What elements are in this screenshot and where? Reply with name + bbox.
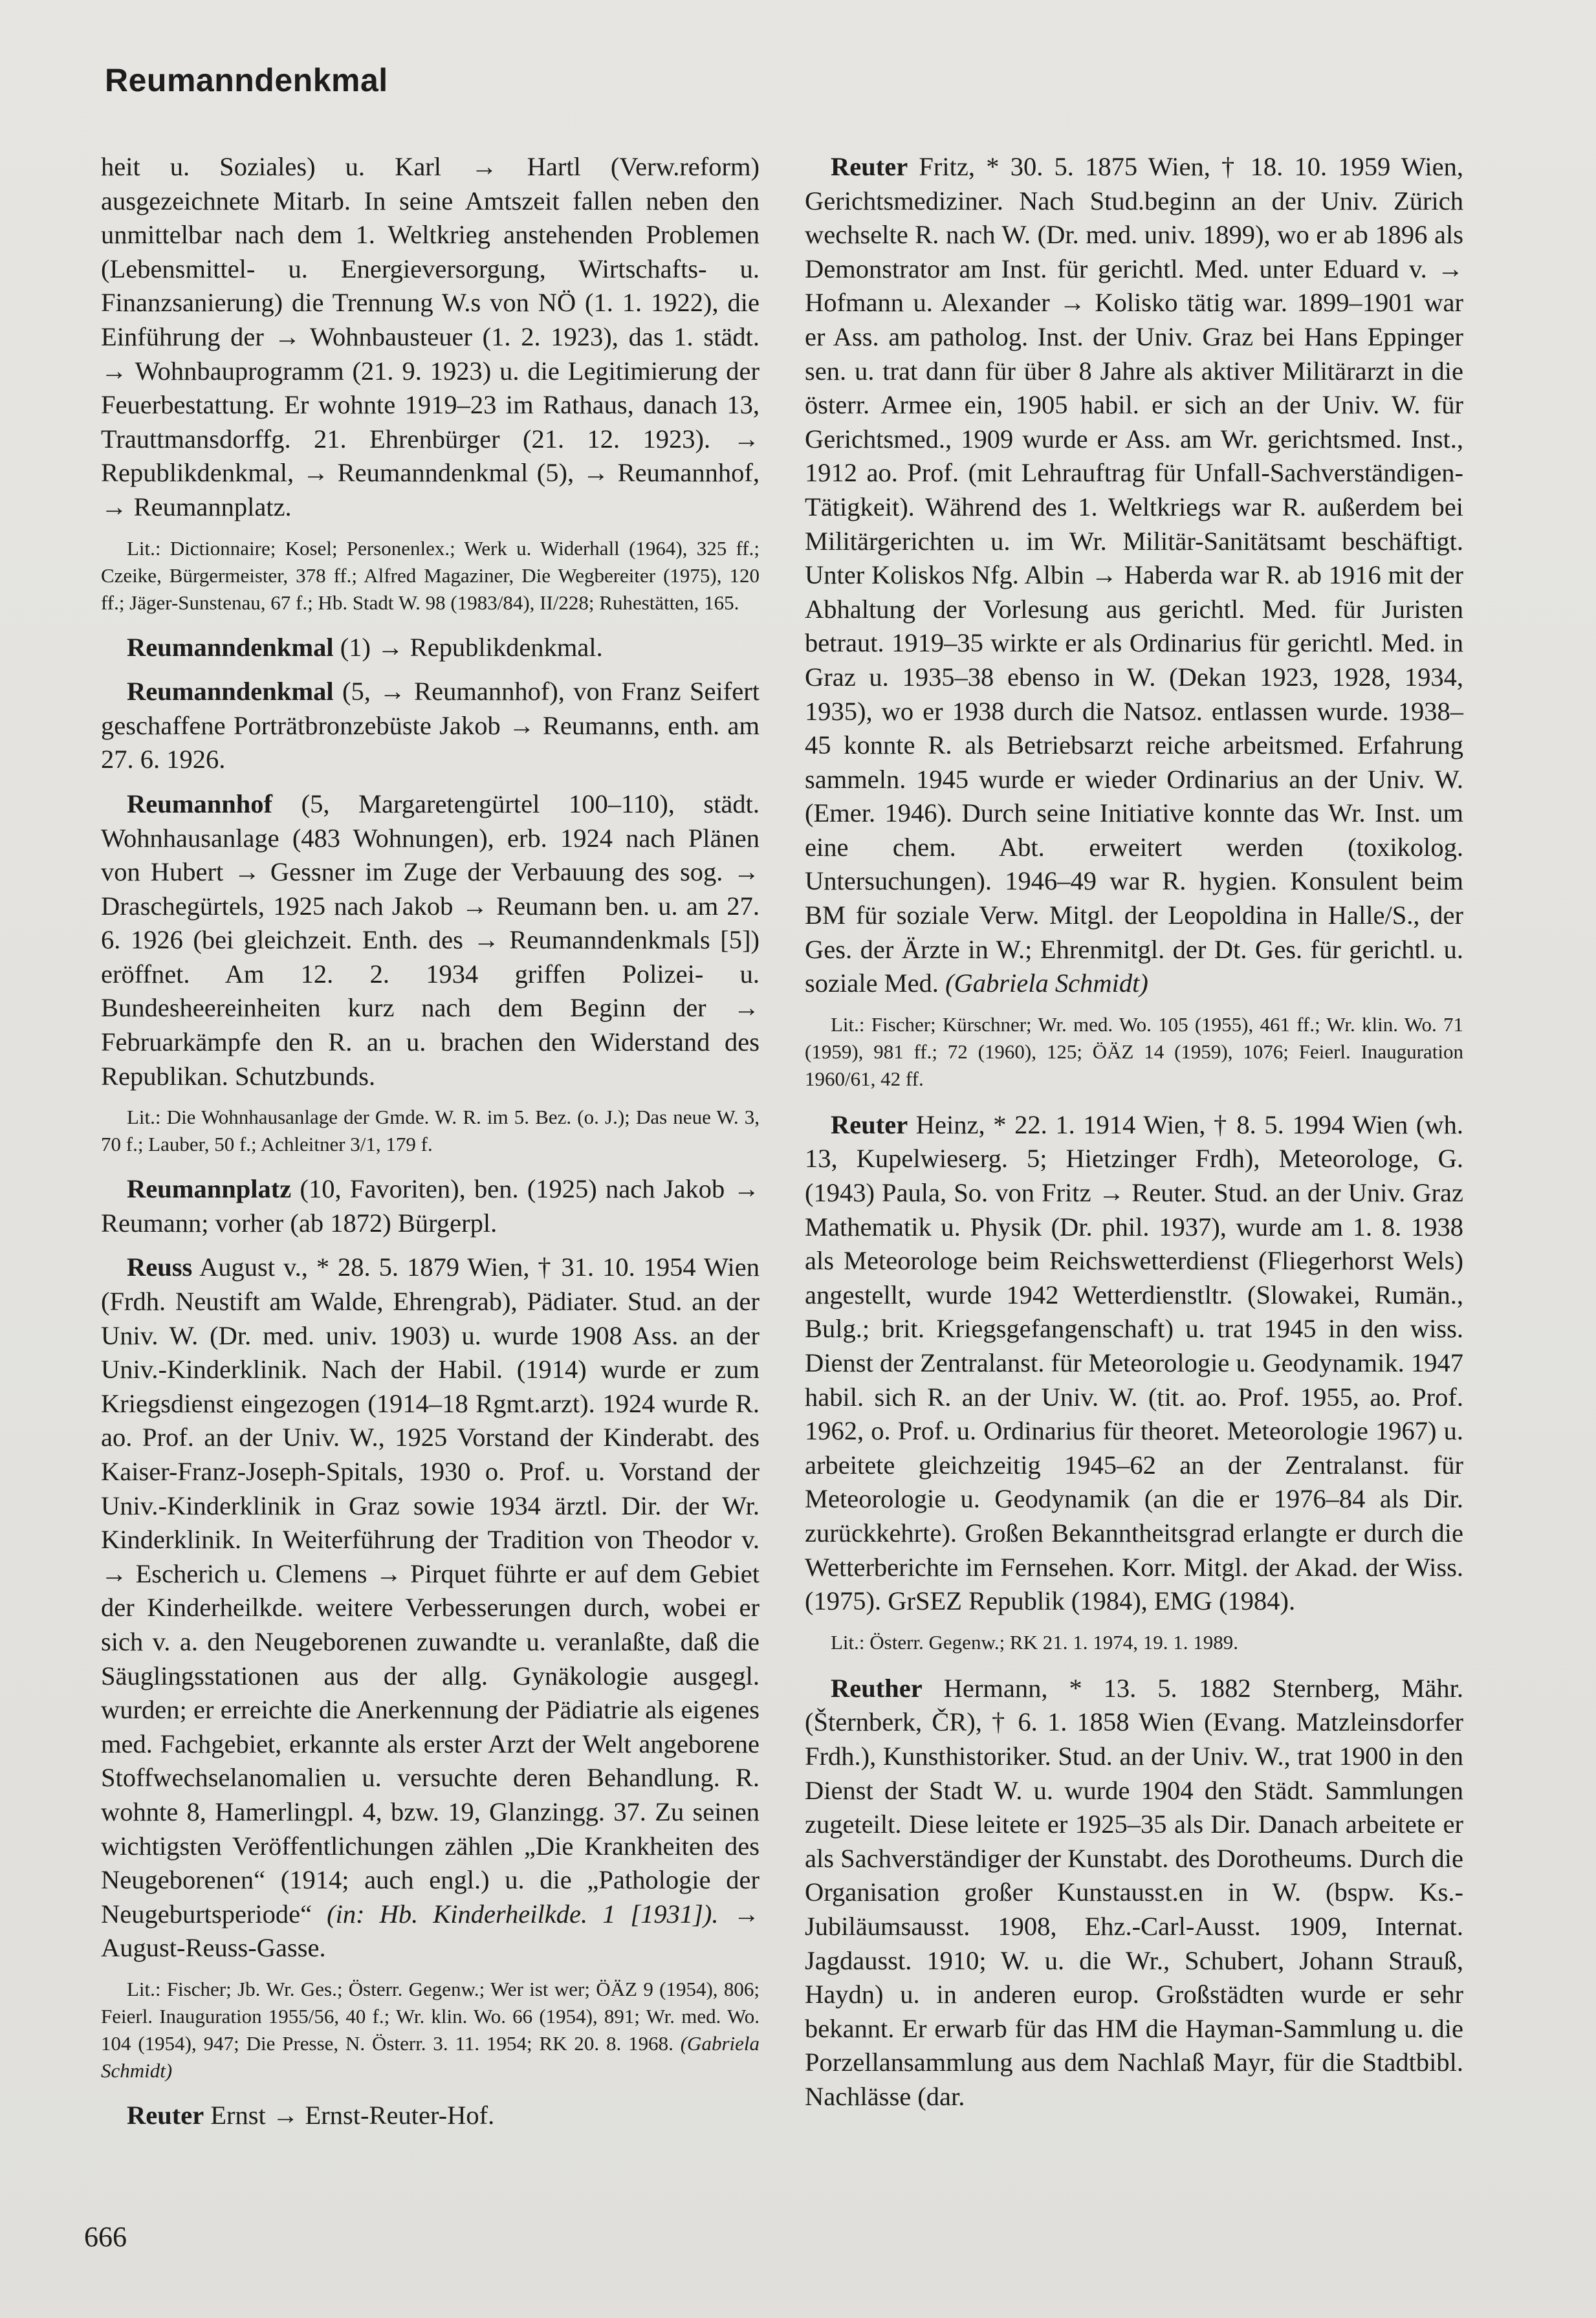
entry-lemma: Reuter [831,1110,908,1139]
entry-reumanndenkmal-5 [101,675,760,777]
entry-text: (10, Favoriten), ben. (1925) nach Jakob → Reumann; vorher (ab 1872) Bürgerpl. [101,1174,760,1238]
author-signature: (Gabriela Schmidt) [101,2031,760,2082]
entry-text: Ernst → Ernst-Reuter-Hof. [204,2100,495,2130]
entry-text: (5, → Reumannhof), von Franz Seifert geschaffene Porträtbronzebüste Jakob → Reumanns, enth. am 27. 6. 1926. [101,677,760,774]
entry-text: Heinz, * 22. 1. 1914 Wien, † 8. 5. 1994 Wien (wh. 13, Kupelwieserg. 5; Hietzinger Frdh), Meteorologe, G. (1943) Paula, So. von Fritz → Reuter. Stud. an der Univ. Graz Mathematik u. Physik (Dr. phil. 1937), wurde am 1. 8. 1938 als Meteorologe beim Reichswetterdienst (Fliegerhorst Wels) angestellt, wurde 1942 Wetterdienstltr. (Slowakei, Rumän., Bulg.; brit. Kriegsgefangenschaft) u. trat 1945 in den wiss. Dienst der Zentralanst. für Meteorologie u. Geodynamik. 1947 habil. sich R. an der Univ. W. (tit. ao. Prof. 1955, ao. Prof. 1962, o. Prof. u. Ordinarius für theoret. Meteorologie 1967) u. arbeitete gleichzeitig 1945–62 an der Zentralanst. für Meteorologie u. Geodynamik (an die er 1976–84 als Dir. zurückkehrte). Großen Bekanntheitsgrad erlangte er durch die Wetterberichte im Fernsehen. Korr. Mitgl. der Akad. der Wiss. (1975). GrSEZ Republik (1984), EMG (1984). [805,1110,1463,1616]
entry-text: heit u. Soziales) u. Karl → Hartl (Verw.reform) ausgezeichnete Mitarb. In seine Amtszeit fallen neben den unmittelbar nach dem 1. Weltkrieg anstehenden Problemen (Lebensmittel- u. Energieversorgung, Wirtschafts- u. Finanzsanierung) die Trennung W.s von NÖ (1. 1. 1922), die Einführung der → Wohnbausteuer (1. 2. 1923), das 1. städt. → Wohnbauprogramm (21. 9. 1923) u. die Legitimierung der Feuerbestattung. Er wohnte 1919–23 im Rathaus, danach 13, Trauttmansdorffg. 21. Ehrenbürger (21. 12. 1923). → Republikdenkmal, → Reumanndenkmal (5), → Reumannhof, → Reumannplatz. [101,152,760,521]
entry-text: (5, Margaretengürtel 100–110), städt. Wohnhausanlage (483 Wohnungen), erb. 1924 nach Plänen von Hubert → Gessner im Zuge der Verbauung des sog. → Draschegürtels, 1925 nach Jakob → Reumann ben. u. am 27. 6. 1926 (bei gleichzeit. Enth. des → Reumanndenkmals [5]) eröffnet. Am 12. 2. 1934 griffen Polizei- u. Bundesheereinheiten kurz nach dem Beginn der → Februarkämpfe den R. an u. brachen den Widerstand des Republikan. Schutzbunds. [101,789,760,1091]
left-column [101,150,760,2143]
entry-continuation [101,150,760,525]
entry-reuter-ernst [101,2099,760,2133]
page-number: 666 [84,2221,127,2253]
author-signature: (Gabriela Schmidt) [945,968,1148,998]
entry-lemma: Reumannhof [127,789,273,818]
entry-text: (1) → Republikdenkmal. [333,632,603,662]
literature-note [101,1976,760,2084]
entry-reumannhof [101,787,760,1093]
entry-italic-source: (in: Hb. Kinderheilkde. 1 [1931]). [327,1899,719,1929]
literature-note: Lit.: Fischer; Kürschner; Wr. med. Wo. 105 (1955), 461 ff.; Wr. klin. Wo. 71 (1959), 981 ff.; 72 (1960), 125; ÖÄZ 14 (1959), 1076; Feierl. Inauguration 1960/61, 42 ff. [805,1012,1463,1090]
entry-text-tail: → August-Reuss-Gasse. [101,1899,760,1963]
literature-text: Lit.: Fischer; Jb. Wr. Ges.; Österr. Gegenw.; Wer ist wer; ÖÄZ 9 (1954), 806; Feierl. Inauguration 1955/56, 40 f.; Wr. klin. Wo. 66 (1954), 891; Wr. med. Wo. 104 (1954), 947; Die Presse, N. Österr. 3. 11. 1954; RK 20. 8. 1968. [101,1977,760,2055]
right-column [805,150,1463,2124]
entry-lemma: Reuther [831,1673,923,1703]
entry-lemma: Reuter [831,152,908,181]
entry-text: August v., * 28. 5. 1879 Wien, † 31. 10. 1954 Wien (Frdh. Neustift am Walde, Ehrengrab), Pädiater. Stud. an der Univ. W. (Dr. med. univ. 1903) u. wurde 1908 Ass. an der Univ.-Kinderklinik. Nach der Habil. (1914) wurde er zum Kriegsdienst eingezogen (1914–18 Rgmt.arzt). 1924 wurde R. ao. Prof. an der Univ. W., 1925 Vorstand der Kinderabt. des Kaiser-Franz-Joseph-Spitals, 1930 o. Prof. u. Vorstand der Univ.-Kinderklinik in Graz sowie 1934 ärztl. Dir. der Wr. Kinderklinik. In Weiterführung der Tradition von Theodor v. → Escherich u. Clemens → Pirquet führte er auf dem Gebiet der Kinderheilkde. weitere Verbesserungen durch, wobei er sich v. a. den Neugeborenen zuwandte u. veranlaßte, daß die Säuglingsstationen aus der allg. Gynäkologie ausgegl. wurden; er erreichte die Anerkennung der Pädiatrie als eigenes med. Fachgebiet, erkannte als erster Arzt der Welt angeborene Stoffwechselanomalien u. versuchte deren Behandlung. R. wohnte 8, Hamerlingpl. 4, bzw. 19, Glanzingg. 37. Zu seinen wichtigsten Veröffentlichungen zählen „Die Krankheiten des Neugeborenen“ (1914; auch engl.) u. die „Pathologie der Neugeburtsperiode“ [101,1252,760,1929]
literature-note: Lit.: Dictionnaire; Kosel; Personenlex.; Werk u. Widerhall (1964), 325 ff.; Czeike, Bürgermeister, 378 ff.; Alfred Magaziner, Die Wegbereiter (1975), 120 ff.; Jäger-Sunstenau, 67 f.; Hb. Stadt W. 98 (1983/84), II/228; Ruhestätten, 165. [101,536,760,614]
entry-reuter-fritz [805,150,1463,1001]
entry-reumanndenkmal-1 [101,631,760,665]
entry-reuss-august [101,1251,760,1965]
literature-note: Lit.: Österr. Gegenw.; RK 21. 1. 1974, 19. 1. 1989. [831,1630,1238,1654]
entry-lemma: Reuss [127,1252,193,1282]
entry-lemma: Reumanndenkmal [127,632,334,662]
entry-lemma: Reuter [127,2100,204,2130]
entry-text: Fritz, * 30. 5. 1875 Wien, † 18. 10. 1959 Wien, Gerichtsmediziner. Nach Stud.beginn an der Univ. Zürich wechselte R. nach W. (Dr. med. univ. 1899), wo er ab 1896 als Demonstrator am Inst. für gerichtl. Med. unter Eduard v. → Hofmann u. Alexander → Kolisko tätig war. 1899–1901 war er Ass. am patholog. Inst. der Univ. Graz bei Hans Eppinger sen. u. trat dann für über 8 Jahre als aktiver Militärarzt in die österr. Armee ein, 1905 habil. er sich an der Univ. W. für Gerichtsmed., 1909 wurde er Ass. am Wr. gerichtsmed. Inst., 1912 ao. Prof. (mit Lehrauftrag für Unfall-Sachverständigen-Tätigkeit). Während des 1. Weltkriegs war R. außerdem bei Militärgerichten u. im Wr. Militär-Sanitätsamt beschäftigt. Unter Koliskos Nfg. Albin → Haberda war R. ab 1916 mit der Abhaltung der Vorlesung aus gerichtl. Med. für Juristen betraut. 1919–35 wirkte er als Ordinarius für gerichtl. Med. in Graz u. 1935–38 ebenso in W. (Dekan 1923, 1928, 1934, 1935), wo er 1938 durch die Natsoz. entlassen wurde. 1938–45 konnte R. als Betriebsarzt reiche arbeitsmed. Erfahrung sammeln. 1945 wurde er wieder Ordinarius an der Univ. W. (Emer. 1946). Durch seine Initiative konnte das Wr. Inst. um eine chem. Abt. erweitert werden (toxikolog. Untersuchungen). 1946–49 war R. hygien. Konsulent beim BM für soziale Verw. Mitgl. der Leopoldina in Halle/S., der Ges. der Ärzte in W.; Ehrenmitgl. der Dt. Ges. für gerichtl. u. soziale Med. [805,152,1463,998]
entry-text: Hermann, * 13. 5. 1882 Sternberg, Mähr. (Šternberk, ČR), † 6. 1. 1858 Wien (Evang. Matzleinsdorfer Frdh.), Kunsthistoriker. Stud. an der Univ. W., trat 1900 in den Dienst der Stadt W. u. wurde 1904 den Städt. Sammlungen zugeteilt. Diese leitete er 1925–35 als Dir. Danach arbeitete er als Sachverständiger der Kunstabt. des Dorotheums. Durch die Organisation großer Kunstausst.en in W. (bspw. Ks.-Jubiläumsausst. 1908, Ehz.-Carl-Ausst. 1909, Internat. Jagdausst. 1910; W. u. die Wr., Schubert, Johann Strauß, Haydn) u. in anderen europ. Großstädten wurde er sehr bekannt. Er erwarb für das HM die Hayman-Sammlung u. die Porzellansammlung aus dem Nachlaß Mayr, für die Stadtbibl. Nachlässe (dar. [805,1673,1463,2111]
entry-lemma: Reumannplatz [127,1174,292,1204]
entry-reuter-heinz [805,1108,1463,1619]
running-head: Reumanndenkmal [105,62,388,98]
entry-reumannplatz [101,1172,760,1240]
entry-lemma: Reumanndenkmal [127,677,334,706]
literature-note: Lit.: Die Wohnhausanlage der Gmde. W. R. im 5. Bez. (o. J.); Das neue W. 3, 70 f.; Lauber, 50 f.; Achleitner 3/1, 179 f. [101,1106,760,1156]
entry-reuther-hermann [805,1672,1463,2114]
